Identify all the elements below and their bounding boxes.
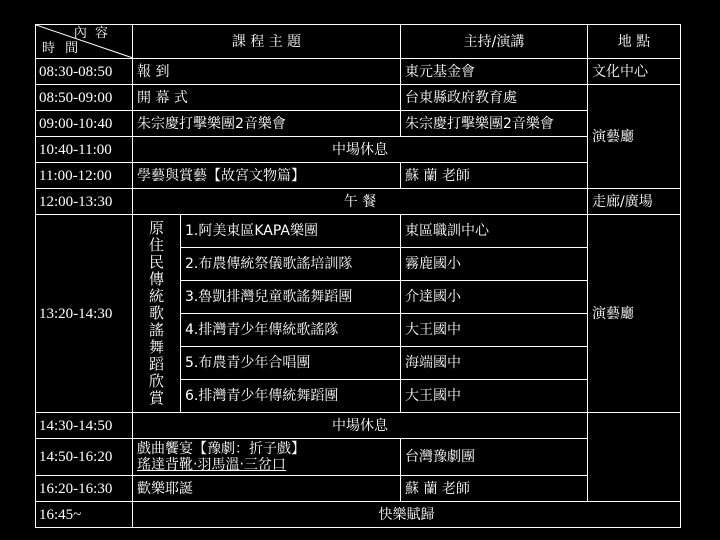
lunch-cell: 午 餐 bbox=[133, 189, 588, 215]
schedule-row bbox=[36, 163, 681, 189]
schedule-row bbox=[36, 476, 681, 502]
schedule-row bbox=[36, 215, 681, 248]
category-char: 舞 bbox=[148, 338, 164, 356]
venue-cell: 演藝廳 bbox=[588, 85, 681, 189]
topic-cell bbox=[133, 439, 401, 476]
schedule-row bbox=[36, 439, 681, 476]
schedule-row bbox=[36, 189, 681, 215]
break-cell: 中場休息 bbox=[133, 413, 588, 439]
time-cell: 12:00-13:30 bbox=[36, 189, 133, 215]
time-cell: 14:50-16:20 bbox=[36, 439, 133, 476]
category-char: 謠 bbox=[148, 321, 164, 339]
category-vertical-cell bbox=[133, 215, 181, 413]
venue-cell: 演藝廳 bbox=[588, 215, 681, 413]
performance-title: 5.布農青少年合唱團 bbox=[181, 347, 401, 380]
topic-cell: 歡樂耶誕 bbox=[133, 476, 401, 502]
schedule-row bbox=[36, 59, 681, 85]
category-char: 統 bbox=[148, 287, 164, 305]
schedule-row bbox=[36, 137, 681, 163]
corner-content-label: 內 容 bbox=[73, 26, 110, 41]
topic-cell: 報 到 bbox=[133, 59, 401, 85]
performance-title: 3.魯凱排灣兒童歌謠舞蹈團 bbox=[181, 281, 401, 314]
category-char: 賞 bbox=[148, 389, 164, 407]
category-char: 原 bbox=[148, 219, 164, 237]
schedule-row bbox=[36, 85, 681, 111]
corner-header-cell bbox=[36, 25, 133, 59]
time-cell: 09:00-10:40 bbox=[36, 111, 133, 137]
category-char: 民 bbox=[148, 253, 164, 271]
venue-cell: 走廊/廣場 bbox=[588, 189, 681, 215]
header-row bbox=[36, 25, 681, 59]
host-cell: 朱宗慶打擊樂團2音樂會 bbox=[401, 111, 588, 137]
performance-host: 介達國小 bbox=[401, 281, 588, 314]
venue-cell: 文化中心 bbox=[588, 59, 681, 85]
closing-cell: 快樂賦歸 bbox=[133, 502, 681, 528]
topic-cell: 開 幕 式 bbox=[133, 85, 401, 111]
topic-cell: 朱宗慶打擊樂團2音樂會 bbox=[133, 111, 401, 137]
category-char: 蹈 bbox=[148, 355, 164, 373]
category-char: 欣 bbox=[148, 372, 164, 390]
category-char: 歌 bbox=[148, 304, 164, 322]
topic-line: 瑤達背靴‧羽馬溫‧三岔口 bbox=[137, 457, 286, 473]
time-cell: 13:20-14:30 bbox=[36, 215, 133, 413]
host-cell: 蘇 蘭 老師 bbox=[401, 163, 588, 189]
break-cell: 中場休息 bbox=[133, 137, 588, 163]
topic-cell: 學藝與賞藝【故宮文物篇】 bbox=[133, 163, 401, 189]
performance-host: 海端國中 bbox=[401, 347, 588, 380]
corner-time-label: 時 間 bbox=[42, 41, 82, 56]
host-cell: 東元基金會 bbox=[401, 59, 588, 85]
host-cell: 蘇 蘭 老師 bbox=[401, 476, 588, 502]
time-cell: 14:30-14:50 bbox=[36, 413, 133, 439]
time-cell: 08:30-08:50 bbox=[36, 59, 133, 85]
performance-title: 6.排灣青少年傳統舞蹈團 bbox=[181, 380, 401, 413]
performance-host: 東區職訓中心 bbox=[401, 215, 588, 248]
host-cell: 台東縣政府教育處 bbox=[401, 85, 588, 111]
time-cell: 10:40-11:00 bbox=[36, 137, 133, 163]
category-char: 傳 bbox=[148, 270, 164, 288]
host-header: 主持/演講 bbox=[401, 25, 588, 59]
performance-title: 2.布農傳統祭儀歌謠培訓隊 bbox=[181, 248, 401, 281]
time-cell: 11:00-12:00 bbox=[36, 163, 133, 189]
schedule-table bbox=[35, 24, 681, 528]
category-char: 住 bbox=[148, 236, 164, 254]
performance-host: 大王國中 bbox=[401, 314, 588, 347]
performance-title: 1.阿美東區KAPA樂團 bbox=[181, 215, 401, 248]
schedule-row bbox=[36, 502, 681, 528]
performance-host: 霧鹿國小 bbox=[401, 248, 588, 281]
host-cell: 台灣豫劇團 bbox=[401, 439, 588, 476]
venue-header: 地 點 bbox=[588, 25, 681, 59]
topic-header: 課 程 主 題 bbox=[133, 25, 401, 59]
schedule-row bbox=[36, 111, 681, 137]
performance-title: 4.排灣青少年傳統歌謠隊 bbox=[181, 314, 401, 347]
venue-cell-empty bbox=[588, 413, 681, 502]
schedule-row bbox=[36, 413, 681, 439]
topic-line: 戲曲饗宴【豫劇：折子戲】 bbox=[137, 441, 305, 457]
time-cell: 16:20-16:30 bbox=[36, 476, 133, 502]
time-cell: 08:50-09:00 bbox=[36, 85, 133, 111]
time-cell: 16:45~ bbox=[36, 502, 133, 528]
performance-host: 大王國中 bbox=[401, 380, 588, 413]
